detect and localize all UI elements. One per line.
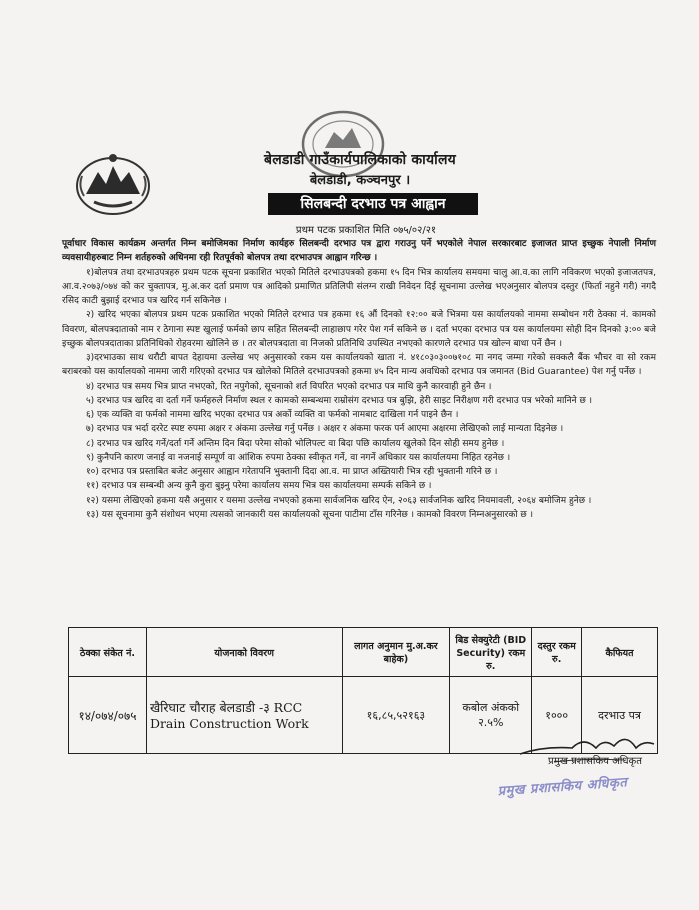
condition-9: ९) कुनैपनि कारण जनाई वा नजनाई सम्पूर्ण वा आंशिक रुपमा ठेक्का स्वीकृत गर्ने, वा नगर्ने अधिकार यस कार्यालयमा निहित रहनेछ । (86, 452, 511, 463)
condition-12: १२) यसमा लेखिएको हकमा यसै अनुसार र यसमा उल्लेख नभएको हकमा सार्वजनिक खरिद ऐन, २०६३ सार्वजनिक खरिद नियमावली, २०६४ बमोजिम हुनेछ । (86, 495, 592, 506)
header-remarks: कैफियत (582, 628, 658, 677)
condition-11: ११) दरभाउ पत्र सम्बन्धी अन्य कुनै कुरा बुझ्नु परेमा कार्यालय समय भित्र यस कार्यालयमा सम्पर्क सकिने छ । (86, 481, 432, 492)
header-fee: दस्तुर रकम रु. (532, 628, 582, 677)
desc-line-2: Drain Construction Work (149, 716, 309, 731)
cell-bid-security: कबोल अंकको २.५% (450, 677, 532, 754)
header-description: योजनाको विवरण (146, 628, 342, 677)
condition-2: २) खरिद भएका बोलपत्र प्रथम पटक प्रकाशित भएको मितिले दरभाउ पत्र हकमा १६ औं दिनको १२:०० बजे भित्रमा यस कार्यालयको नाममा सम्बोधन गरी ठेक्का नं. कामको विवरण, बोलपत्रदाताको नाम र ठेगाना स्पष्ट खुलाई फर्मको छाप सहित सिलबन्दी लाहाछाप गरेर पेश गर्न सकिने छ । दर्ता भएका दरभाउ पत्र यस कार्यालयमा सोही दिन दिनको ३:०० बजे इच्छुक बोलपत्रदाताका प्रतिनिधिको रोहवरमा खोलिने छ । तर बोलपत्रदाता वा निजको प्रतिनिधि उपस्थित नभएको कारणले दरभाउ पत्र खोल्न बाधा पर्ने छैन । (62, 310, 656, 349)
condition-7: ७) दरभाउ पत्र भर्दा दररेट स्पष्ट रुपमा अक्षर र अंकमा उल्लेख गर्नु पर्नेछ । अक्षर र अंकमा फरक पर्न आएमा अक्षरमा लेखिएको लाई मान्यता दिइनेछ । (86, 424, 564, 435)
condition-6: ६) एक व्यक्ति वा फर्मको नाममा खरिद भएका दरभाउ पत्र अर्को व्यक्ति वा फर्मको नामबाट दाखिला गर्न पाइने छैन । (86, 410, 459, 420)
notice-body (62, 237, 656, 522)
notice-title: सिलबन्दी दरभाउ पत्र आह्वान (268, 193, 478, 215)
office-title: बेलडाडी गाउँकार्यपालिकाको कार्यालय (264, 152, 456, 168)
cell-description (146, 677, 342, 754)
header-code: ठेक्का संकेत नं. (69, 628, 147, 677)
table-header-row (69, 628, 658, 677)
cell-fee: १००० (532, 677, 582, 754)
condition-3: ३)दरभाउका साथ धरौटी बापत देहायमा उल्लेख भए अनुसारको रकम यस कार्यालयको खाता नं. ४१८०३०३००७१०८ मा नगद जम्मा गरेको सक्कलै बैंक भौचर वा सो रकम बराबरको यस कार्यालयको नाममा जारी गरिएको दरभाउ पत्र खोलेको मितिले दरभाउपत्रको हकमा ४५ दिन मान्य अवधिको दरभाउ पत्र जमानत (Bid Guarantee) पेश गर्नु पर्नेछ । (62, 353, 656, 378)
condition-1: १)बोलपत्र तथा दरभाउपत्रहरु प्रथम पटक सूचना प्रकाशित भएको मितिले दरभाउपत्रको हकमा १५ दिन भित्र कार्यालय समयमा चालु आ.व.का लागि नविकरण भएको इजाजतपत्र, आ.व.२०७३/०७४ को कर चुक्तापत्र, मु.अ.कर दर्ता प्रमाण पत्र आदिको प्रमाणित प्रतिलिपी संलग्न राखी निवेदन दिई सूचनामा उल्लेख भएअनुसार बोलपत्र दस्तुर (फिर्ता नहुने गरी) नगदै रसिद काटी बुझाई दरभाउ पत्र खरिद गर्न सकिनेछ । (62, 267, 656, 306)
office-address: बेलडाडी, कञ्चनपुर । (309, 173, 411, 188)
signer-title: प्रमुख प्रशासकिय अधिकृत (548, 756, 642, 767)
header-cost: लागत अनुमान मु.अ.कर बाहेक) (342, 628, 450, 677)
header-bid-security: बिड सेक्युरेटी (BID Security) रकम रु. (450, 628, 532, 677)
officer-stamp: प्रमुख प्रशासकिय अधिकृत (497, 775, 628, 800)
cell-cost: १६,८५,५२१६३ (342, 677, 450, 754)
intro-paragraph: पूर्वाधार विकास कार्यक्रम अन्तर्गत निम्न बमोजिमका निर्माण कार्यहरु सिलबन्दी दरभाउ पत्र द्वारा गराउनु पर्ने भएकोले नेपाल सरकारबाट इजाजत प्राप्त इच्छुक नेपाली निर्माण व्यवसायीहरुबाट निम्न शर्तहरुको अधिनमा रही रितपूर्वको बोलपत्र तथा दरभाउपत्र आह्वान गरिन्छ । (62, 239, 656, 264)
condition-10: १०) दरभाउ पत्र प्रस्ताबित बजेट अनुसार आह्वान गरेतापनि भुक्तानी दिदा आ.व. मा प्राप्त अख्तियारी भित्र रही भुक्तानी गरिने छ । (86, 467, 498, 477)
nepal-emblem-icon (74, 150, 152, 216)
publish-date: प्रथम पटक प्रकाशित मिति ०७५/०२/२१ (295, 225, 437, 236)
cell-remarks: दरभाउ पत्र (582, 677, 658, 754)
condition-8: ८) दरभाउ पत्र खरिद गर्ने/दर्ता गर्ने अन्तिम दिन बिदा परेमा सोको भोलिपल्ट वा बिदा पछि कार्यालय खुलेको दिन सोही समय हुनेछ । (86, 438, 505, 449)
condition-5: ५) दरभाउ पत्र खरिद वा दर्ता गर्ने फर्महरुले निर्माण स्थल र कामको सम्बन्धमा राम्रोसंग दरभाउ पत्र बुझि, हेरी साइट निरीक्षण गरी दरभाउ पत्र भरेको मानिने छ । (86, 395, 593, 406)
condition-13: १३) यस सूचनामा कुनै संशोधन भएमा त्यसको जानकारी यस कार्यालयको सूचना पाटीमा टाँस गरिनेछ । कामको विवरण निम्नअनुसारको छ । (86, 509, 534, 520)
cell-code: १४/०७४/०७५ (69, 677, 147, 754)
condition-4: ४) दरभाउ पत्र समय भित्र प्राप्त नभएको, रित नपुगेको, सूचनाको शर्त विपरित भएको दरभाउ पत्र माथि कुनै कारवाही हुने छैन । (86, 381, 492, 392)
desc-line-1: खैरिघाट चौराह बेलडाडी -३ RCC (149, 700, 303, 715)
